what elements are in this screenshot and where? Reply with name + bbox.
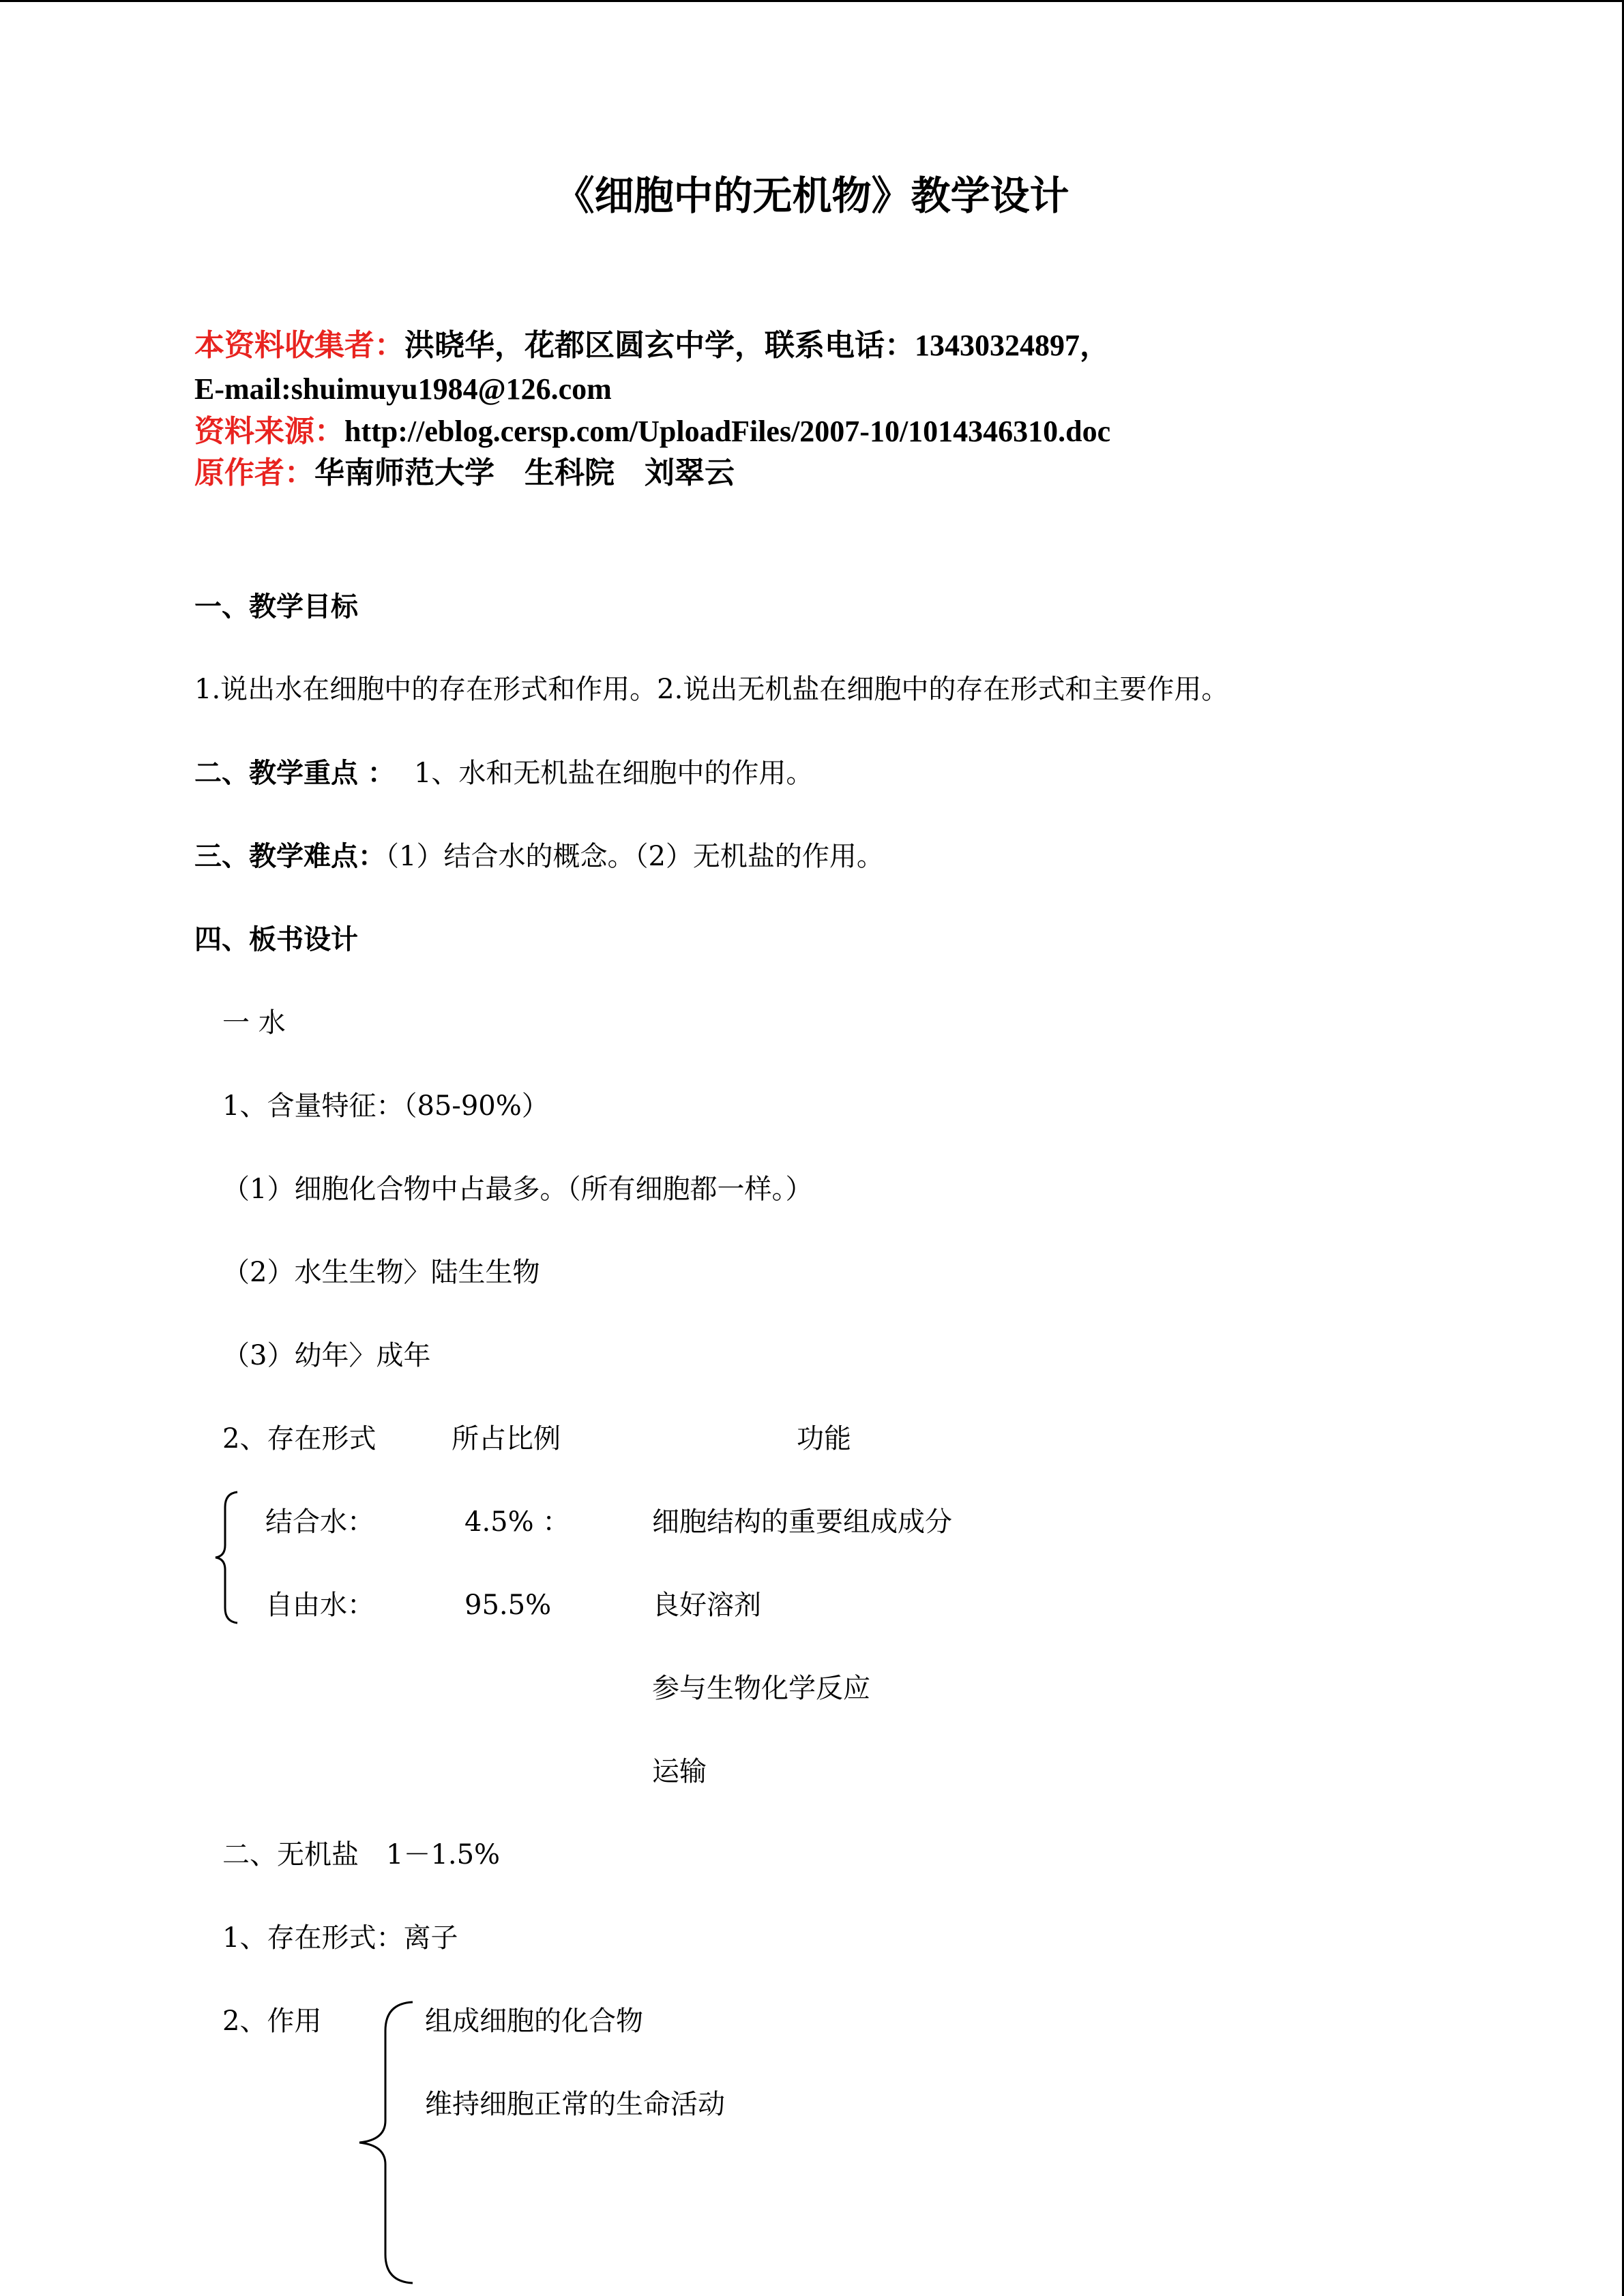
collector-line <box>194 331 1110 361</box>
forms-header-ratio: 所占比例 <box>452 1423 561 1455</box>
collector-label: 本资料收集者： <box>194 329 404 362</box>
salt-role: 维持细胞正常的生命活动 <box>425 2089 725 2120</box>
salt-role: 组成细胞的化合物 <box>425 2006 643 2037</box>
content-item: （3）幼年〉成年 <box>222 1340 431 1371</box>
water-title: 一 水 <box>222 1007 286 1039</box>
free-water-function: 良好溶剂 <box>652 1590 761 1621</box>
forms-header-form: 2、存在形式 <box>222 1423 377 1455</box>
difficulty-heading: 三、教学难点： <box>194 840 385 872</box>
difficulty-text: （1）结合水的概念。（2）无机盐的作用。 <box>385 841 884 872</box>
salt-role-label: 2、作用 <box>222 2006 322 2037</box>
goals-text: 1.说出水在细胞中的存在形式和作用。2.说出无机盐在细胞中的存在形式和主要作用。 <box>194 674 1229 705</box>
free-water-ratio: 95.5% <box>464 1590 552 1621</box>
goals-heading: 一、教学目标 <box>194 591 358 623</box>
collector-value: 洪晓华，花都区圆玄中学，联系电话：13430324897， <box>404 329 1110 362</box>
water-forms-brace <box>213 1491 240 1624</box>
key-text: 1、水和无机盐在细胞中的作用。 <box>413 758 814 789</box>
free-water-name: 自由水： <box>265 1590 374 1621</box>
author-line <box>194 458 735 488</box>
content-item: （1）细胞化合物中占最多。（所有细胞都一样。） <box>222 1174 813 1205</box>
salt-title: 二、无机盐 1－1.5% <box>222 1839 501 1870</box>
forms-header-function: 功能 <box>797 1423 851 1455</box>
bound-water-function: 细胞结构的重要组成成分 <box>652 1506 952 1538</box>
document-title: 《细胞中的无机物》教学设计 <box>555 173 1069 219</box>
author-value: 华南师范大学 生科院 刘翠云 <box>314 456 735 490</box>
key-points-line <box>194 757 814 789</box>
bound-water-ratio: 4.5% ： <box>464 1506 570 1538</box>
key-heading: 二、教学重点 ： <box>194 757 395 789</box>
page-border-top <box>0 0 1624 2</box>
difficulty-line <box>194 840 884 872</box>
free-water-function: 运输 <box>652 1756 707 1787</box>
salt-roles-brace <box>351 1999 416 2286</box>
free-water-function: 参与生物化学反应 <box>652 1673 870 1704</box>
source-line <box>194 417 1110 447</box>
email-line: E-mail:shuimuyu1984@126.com <box>194 372 612 406</box>
bound-water-name: 结合水： <box>265 1506 374 1538</box>
author-label: 原作者： <box>194 456 314 490</box>
source-label: 资料来源： <box>194 415 344 448</box>
salt-form: 1、存在形式：离子 <box>222 1922 458 1954</box>
source-value: http://eblog.cersp.com/UploadFiles/2007-10/1014346310.doc <box>344 415 1111 448</box>
content-item: （2）水生生物〉陆生生物 <box>222 1257 540 1288</box>
board-heading: 四、板书设计 <box>194 923 358 955</box>
content-title: 1、含量特征：（85-90%） <box>222 1090 549 1122</box>
